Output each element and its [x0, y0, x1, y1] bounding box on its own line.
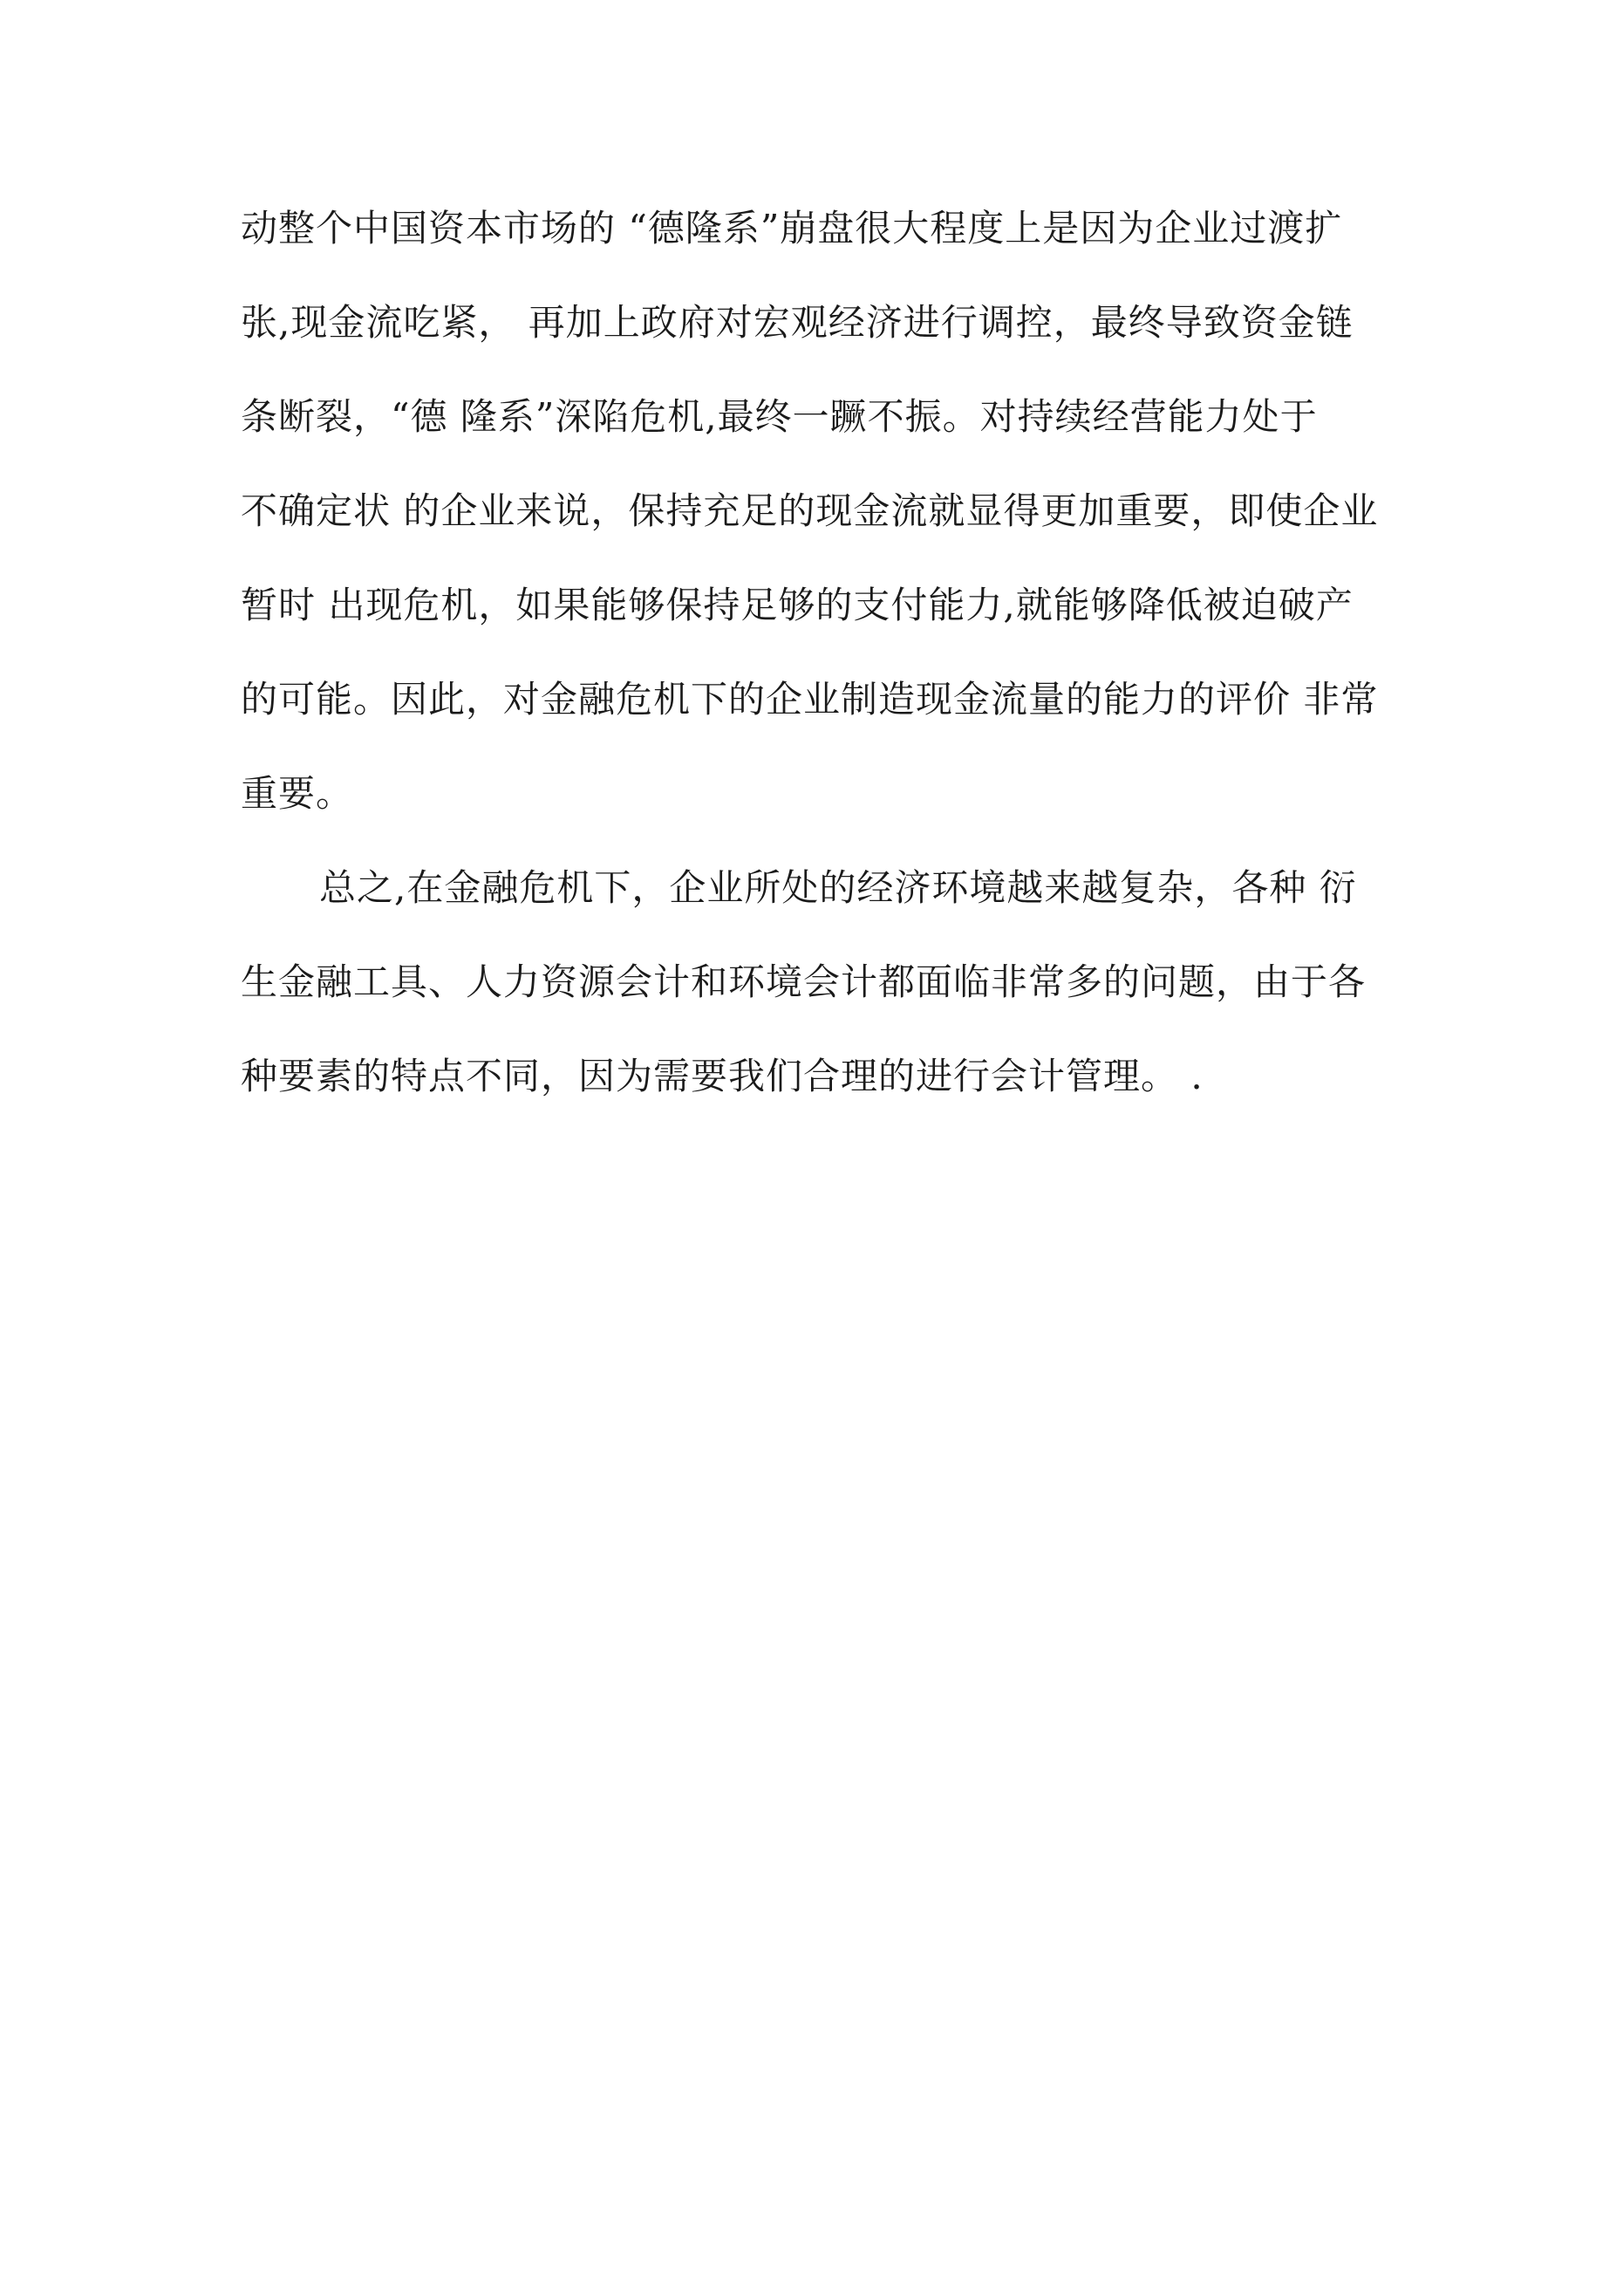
paragraph-2-line-1: 总之,在金融危机下，企业所处的经济环境越来越复杂，各种 衍 — [319, 866, 1357, 909]
paragraph-1-line-7: 重要。 — [241, 772, 354, 815]
paragraph-2-line-3: 种要素的特点不同，因为需要我们合理的进行会计管理。 . — [241, 1055, 1204, 1097]
paragraph-1-line-1: 动整个中国资本市场的 “德隆系”崩盘很大程度上是因为企业过渡扩 — [241, 207, 1343, 249]
paragraph-1-line-5: 暂时 出现危机，如果能够保持足够的支付能力,就能够降低被迫破产 — [241, 584, 1354, 626]
paragraph-1-line-6: 的可能。因此，对金融危机下的企业制造现金流量的能力的评价 非常 — [241, 678, 1379, 721]
paragraph-1-line-3: 条断裂，“德 隆系”深陷危机,最终一蹶不振。对持续经营能力处于 — [241, 395, 1318, 438]
paragraph-1-line-4: 不确定状 的企业来说，保持充足的现金流就显得更加重要，即使企业 — [241, 489, 1379, 532]
paragraph-2-line-2: 生金融工具、人力资源会计和环境会计都面临非常多的问题，由于各 — [241, 960, 1367, 1003]
paragraph-1-line-2: 张,现金流吃紧， 再加上政府对宏观经济进行调控，最终导致资金链 — [241, 301, 1354, 344]
